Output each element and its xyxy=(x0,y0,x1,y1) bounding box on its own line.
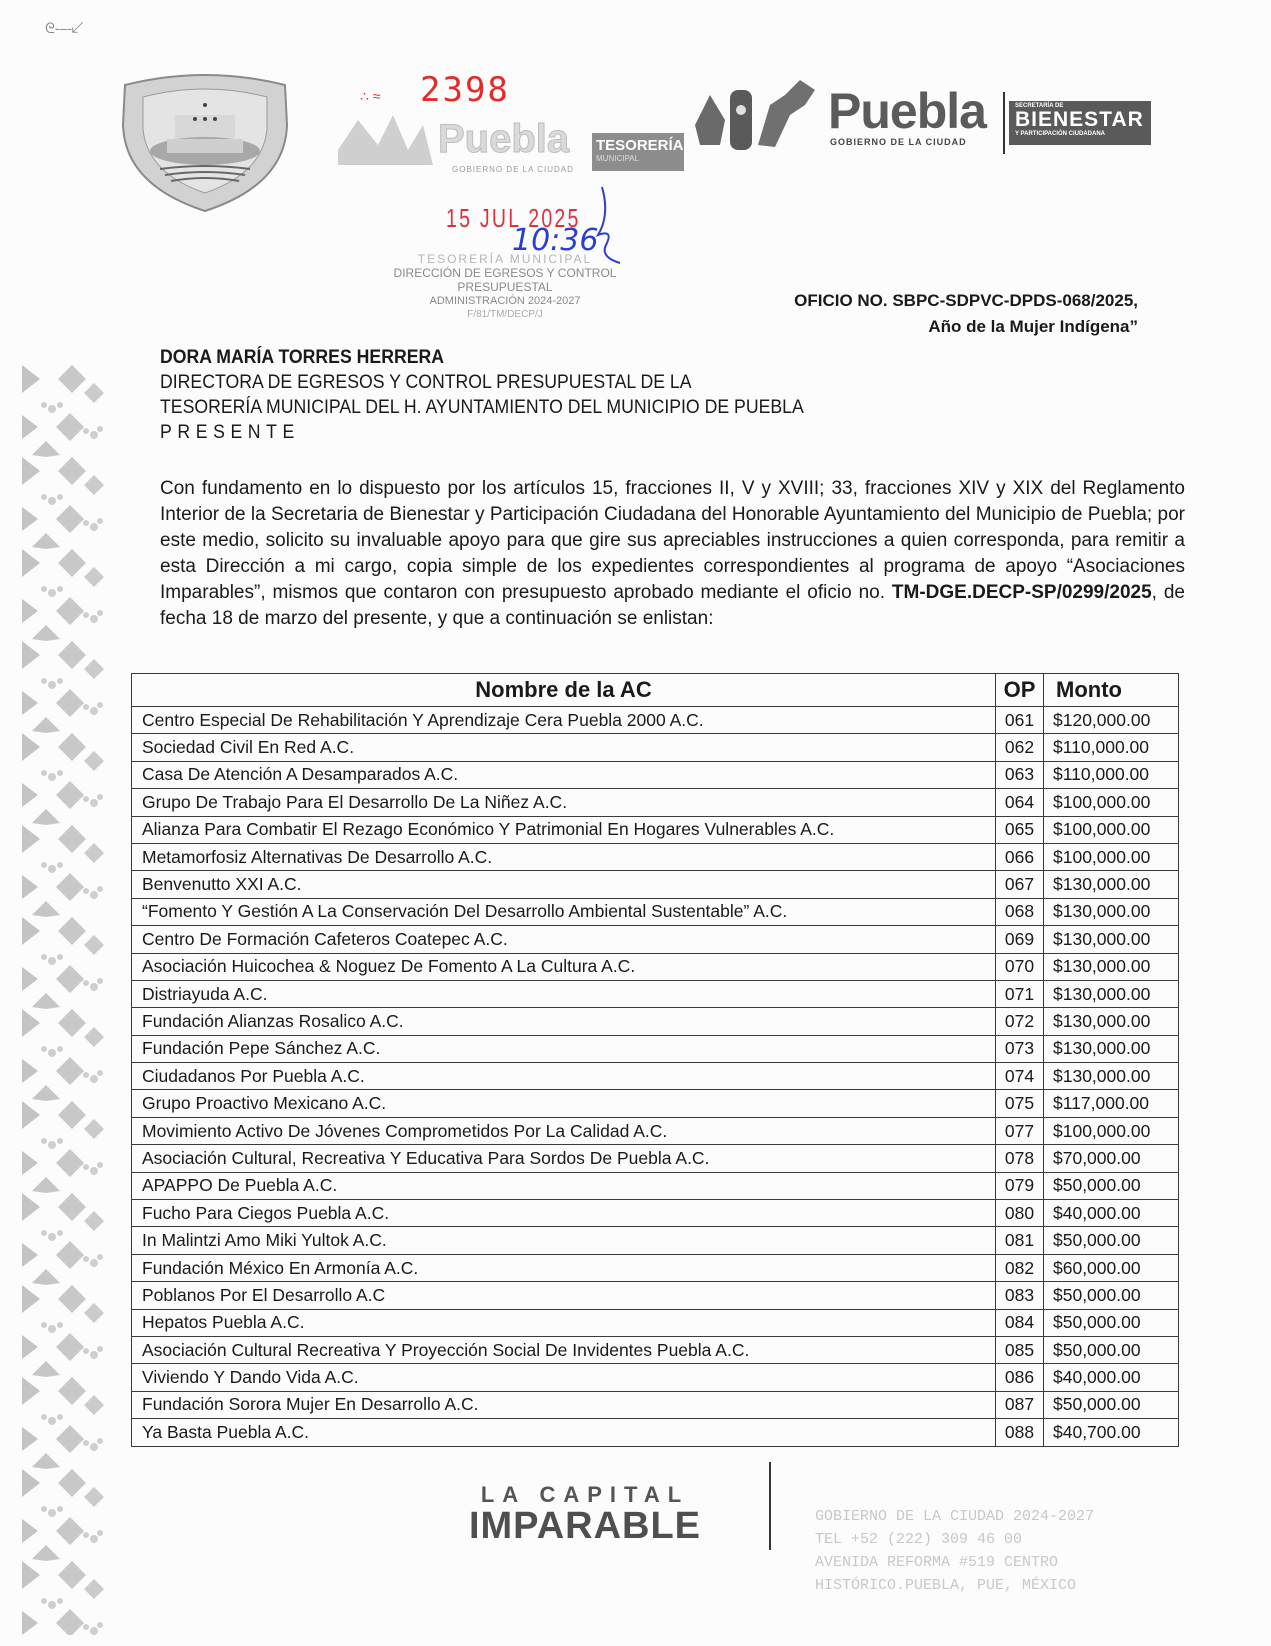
cell-op: 086 xyxy=(996,1364,1044,1391)
cell-monto: $100,000.00 xyxy=(1044,843,1179,870)
cell-monto: $120,000.00 xyxy=(1044,707,1179,734)
addressee-block xyxy=(160,345,804,445)
table-row xyxy=(132,1090,1179,1117)
cell-op: 063 xyxy=(996,761,1044,788)
stamp-line-2: DIRECCIÓN DE EGRESOS Y CONTROL xyxy=(393,266,617,280)
received-date-stamp: 15 JUL 2025 xyxy=(446,203,581,233)
cell-op: 071 xyxy=(996,980,1044,1007)
cell-monto: $70,000.00 xyxy=(1044,1145,1179,1172)
cell-op: 069 xyxy=(996,926,1044,953)
footer-address-line-1: GOBIERNO DE LA CIUDAD 2024-2027 xyxy=(815,1508,1095,1525)
cell-monto: $50,000.00 xyxy=(1044,1309,1179,1336)
cell-op: 083 xyxy=(996,1282,1044,1309)
cell-monto: $110,000.00 xyxy=(1044,761,1179,788)
svg-text:Puebla: Puebla xyxy=(438,117,570,161)
cell-name: Grupo Proactivo Mexicano A.C. xyxy=(132,1090,996,1117)
stamp-line-1: TESORERÍA MUNICIPAL xyxy=(417,252,593,266)
cell-name: Poblanos Por El Desarrollo A.C xyxy=(132,1282,996,1309)
oficio-number: OFICIO NO. SBPC-SDPVC-DPDS-068/2025, xyxy=(794,291,1138,310)
table-row xyxy=(132,1008,1179,1035)
table-row xyxy=(132,1309,1179,1336)
table-row xyxy=(132,1063,1179,1090)
cell-monto: $50,000.00 xyxy=(1044,1282,1179,1309)
cell-monto: $130,000.00 xyxy=(1044,871,1179,898)
table-row xyxy=(132,1035,1179,1062)
cell-monto: $100,000.00 xyxy=(1044,789,1179,816)
puebla-wordmark-subtitle: GOBIERNO DE LA CIUDAD xyxy=(830,137,967,147)
body-part-2: , de fecha 18 de marzo del presente, y que a continuación se enlistan: xyxy=(160,582,1185,629)
cell-monto: $130,000.00 xyxy=(1044,1063,1179,1090)
cell-name: APAPPO De Puebla A.C. xyxy=(132,1172,996,1199)
footer-address-line-3: AVENIDA REFORMA #519 CENTRO xyxy=(815,1554,1059,1571)
column-header-op: OP xyxy=(996,674,1044,707)
column-header-monto: Monto xyxy=(1044,674,1179,707)
oficio-reference xyxy=(794,288,1138,340)
cell-monto: $60,000.00 xyxy=(1044,1254,1179,1281)
cell-name: Fundación México En Armonía A.C. xyxy=(132,1254,996,1281)
cell-name: Fucho Para Ciegos Puebla A.C. xyxy=(132,1200,996,1227)
cell-op: 065 xyxy=(996,816,1044,843)
cell-monto: $110,000.00 xyxy=(1044,734,1179,761)
slogan-bottom: IMPARABLE xyxy=(468,1505,702,1547)
decorative-pattern-strip xyxy=(22,365,104,1635)
stamp-line-4: ADMINISTRACIÓN 2024-2027 xyxy=(429,295,581,307)
cell-name: Sociedad Civil En Red A.C. xyxy=(132,734,996,761)
cell-monto: $50,000.00 xyxy=(1044,1336,1179,1363)
associations-table xyxy=(131,673,1179,1447)
cell-op: 068 xyxy=(996,898,1044,925)
cell-op: 062 xyxy=(996,734,1044,761)
addressee-title-line-2: TESORERÍA MUNICIPAL DEL H. AYUNTAMIENTO DEL MUNICIPIO DE PUEBLA xyxy=(160,397,804,418)
cell-op: 080 xyxy=(996,1200,1044,1227)
cell-monto: $130,000.00 xyxy=(1044,898,1179,925)
table-row xyxy=(132,1172,1179,1199)
cell-op: 081 xyxy=(996,1227,1044,1254)
cell-monto: $40,000.00 xyxy=(1044,1200,1179,1227)
table-row xyxy=(132,1227,1179,1254)
table-row xyxy=(132,1282,1179,1309)
table-row xyxy=(132,761,1179,788)
column-header-name: Nombre de la AC xyxy=(132,674,996,707)
cell-op: 085 xyxy=(996,1336,1044,1363)
cell-op: 066 xyxy=(996,843,1044,870)
table-row xyxy=(132,953,1179,980)
cell-monto: $130,000.00 xyxy=(1044,1008,1179,1035)
cell-op: 067 xyxy=(996,871,1044,898)
cell-name: Ya Basta Puebla A.C. xyxy=(132,1419,996,1446)
cell-name: Alianza Para Combatir El Rezago Económico Y Patrimonial En Hogares Vulnerables A.C. xyxy=(132,816,996,843)
header-divider xyxy=(1003,92,1005,154)
cell-name: Fundación Sorora Mujer En Desarrollo A.C. xyxy=(132,1391,996,1418)
cell-monto: $117,000.00 xyxy=(1044,1090,1179,1117)
cell-name: Fundación Pepe Sánchez A.C. xyxy=(132,1035,996,1062)
addressee-name: DORA MARÍA TORRES HERRERA xyxy=(160,347,445,368)
cell-op: 088 xyxy=(996,1419,1044,1446)
cell-name: Asociación Huicochea & Noguez De Fomento A La Cultura A.C. xyxy=(132,953,996,980)
cell-name: Fundación Alianzas Rosalico A.C. xyxy=(132,1008,996,1035)
table-row xyxy=(132,1391,1179,1418)
cell-op: 079 xyxy=(996,1172,1044,1199)
secretaria-label: SECRETARÍA DE xyxy=(1015,103,1064,109)
city-coat-of-arms-logo xyxy=(115,65,295,213)
slogan-top: LA CAPITAL xyxy=(480,1482,690,1507)
cell-name: Metamorfosiz Alternativas De Desarrollo A.C. xyxy=(132,843,996,870)
cell-monto: $130,000.00 xyxy=(1044,953,1179,980)
body-oficio-reference: TM-DGE.DECP-SP/0299/2025 xyxy=(891,582,1152,603)
cell-name: Ciudadanos Por Puebla A.C. xyxy=(132,1063,996,1090)
tesoreria-badge xyxy=(592,133,684,171)
addressee-title-line-1: DIRECTORA DE EGRESOS Y CONTROL PRESUPUESTAL DE LA xyxy=(160,372,692,393)
table-row xyxy=(132,816,1179,843)
table-row xyxy=(132,871,1179,898)
footer-address-line-2: TEL +52 (222) 309 46 00 xyxy=(815,1531,1023,1548)
table-body xyxy=(132,707,1179,1447)
cell-op: 087 xyxy=(996,1391,1044,1418)
puebla-city-emblem-logo xyxy=(690,75,830,155)
cell-op: 074 xyxy=(996,1063,1044,1090)
cell-name: Viviendo Y Dando Vida A.C. xyxy=(132,1364,996,1391)
seal-marks: ∴ ≈ xyxy=(360,88,381,104)
cell-monto: $100,000.00 xyxy=(1044,1117,1179,1144)
table-row xyxy=(132,1145,1179,1172)
table-row xyxy=(132,707,1179,734)
cell-op: 078 xyxy=(996,1145,1044,1172)
table-row xyxy=(132,734,1179,761)
table-row xyxy=(132,1336,1179,1363)
cell-op: 073 xyxy=(996,1035,1044,1062)
cell-monto: $50,000.00 xyxy=(1044,1391,1179,1418)
participacion-label: Y PARTICIPACIÓN CIUDADANA xyxy=(1015,131,1106,137)
tesoreria-badge-title: TESORERÍA xyxy=(596,137,684,154)
cell-monto: $130,000.00 xyxy=(1044,926,1179,953)
cell-name: Centro De Formación Cafeteros Coatepec A.C. xyxy=(132,926,996,953)
cell-name: Movimiento Activo De Jóvenes Comprometidos Por La Calidad A.C. xyxy=(132,1117,996,1144)
table-row xyxy=(132,1364,1179,1391)
cell-op: 064 xyxy=(996,789,1044,816)
secretaria-bienestar-badge xyxy=(1009,101,1151,145)
tesoreria-logo-subtitle: GOBIERNO DE LA CIUDAD xyxy=(452,165,574,174)
table-row xyxy=(132,1419,1179,1446)
handwritten-mark: ᘓ-‒-↙ xyxy=(45,20,84,36)
cell-name: Hepatos Puebla A.C. xyxy=(132,1309,996,1336)
cell-monto: $100,000.00 xyxy=(1044,816,1179,843)
cell-op: 077 xyxy=(996,1117,1044,1144)
table-header-row xyxy=(132,674,1179,707)
table-row xyxy=(132,843,1179,870)
cell-op: 075 xyxy=(996,1090,1044,1117)
la-capital-imparable-logo xyxy=(440,1482,730,1547)
presente-label: PRESENTE xyxy=(160,422,300,443)
cell-name: Asociación Cultural, Recreativa Y Educativa Para Sordos De Puebla A.C. xyxy=(132,1145,996,1172)
table-row xyxy=(132,980,1179,1007)
table-row xyxy=(132,898,1179,925)
cell-op: 084 xyxy=(996,1309,1044,1336)
cell-name: Benvenutto XXI A.C. xyxy=(132,871,996,898)
table-row xyxy=(132,789,1179,816)
table-row xyxy=(132,1200,1179,1227)
cell-op: 061 xyxy=(996,707,1044,734)
table-row xyxy=(132,1254,1179,1281)
table-row xyxy=(132,1117,1179,1144)
footer-address xyxy=(815,1505,1094,1597)
cell-name: Casa De Atención A Desamparados A.C. xyxy=(132,761,996,788)
cell-name: Centro Especial De Rehabilitación Y Aprendizaje Cera Puebla 2000 A.C. xyxy=(132,707,996,734)
cell-monto: $50,000.00 xyxy=(1044,1172,1179,1199)
cell-name: Distriayuda A.C. xyxy=(132,980,996,1007)
table-row xyxy=(132,926,1179,953)
cell-name: Grupo De Trabajo Para El Desarrollo De La Niñez A.C. xyxy=(132,789,996,816)
receipt-number: 2398 xyxy=(420,70,510,110)
footer-address-line-4: HISTÓRICO.PUEBLA, PUE, MÉXICO xyxy=(815,1577,1077,1594)
cell-name: “Fomento Y Gestión A La Conservación Del Desarrollo Ambiental Sustentable” A.C. xyxy=(132,898,996,925)
body-part-1: Con fundamento en lo dispuesto por los artículos 15, fracciones II, V y XVIII; 33, fracciones XIV y XIX del Reglamento Interior de la Secretaria de Bienestar y Participación Ciudadana del Honorable Ayuntamiento del Municipio de Puebla; por este medio, solicito su invaluable apoyo para que gire sus apreciables instrucciones a quien corresponda, para remitir a esta Dirección a mi cargo, copia simple de los expedientes correspondientes al programa de apoyo “Asociaciones Imparables”, mismos que contaron con presupuesto aprobado mediante el oficio no. xyxy=(160,478,1185,603)
stamp-line-5: F/81/TM/DECP/J xyxy=(467,309,543,320)
stamp-line-3: PRESUPUESTAL xyxy=(457,280,553,294)
cell-op: 070 xyxy=(996,953,1044,980)
bienestar-label: BIENESTAR xyxy=(1015,108,1144,131)
puebla-wordmark: Puebla xyxy=(828,83,986,139)
cell-monto: $40,700.00 xyxy=(1044,1419,1179,1446)
cell-name: In Malintzi Amo Miki Yultok A.C. xyxy=(132,1227,996,1254)
cell-name: Asociación Cultural Recreativa Y Proyección Social De Invidentes Puebla A.C. xyxy=(132,1336,996,1363)
received-time-handwritten: 10:36 xyxy=(512,223,599,258)
cell-op: 082 xyxy=(996,1254,1044,1281)
cell-monto: $40,000.00 xyxy=(1044,1364,1179,1391)
cell-monto: $130,000.00 xyxy=(1044,980,1179,1007)
year-motto: Año de la Mujer Indígena” xyxy=(928,317,1138,336)
cell-monto: $50,000.00 xyxy=(1044,1227,1179,1254)
cell-op: 072 xyxy=(996,1008,1044,1035)
tesoreria-badge-sub: MUNICIPAL xyxy=(596,154,639,163)
letter-body xyxy=(160,476,1185,632)
footer-divider xyxy=(769,1462,771,1550)
cell-monto: $130,000.00 xyxy=(1044,1035,1179,1062)
reception-stamp xyxy=(355,252,655,322)
